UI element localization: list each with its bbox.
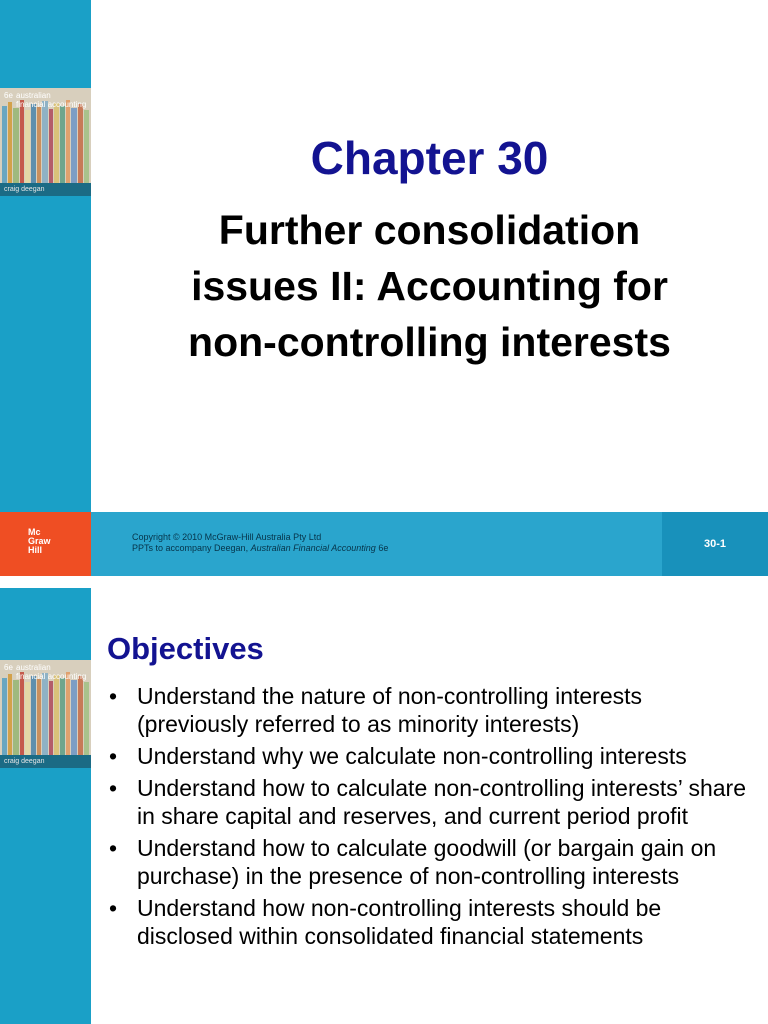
bullet-dot: • [109, 743, 118, 769]
book-line2: financial accounting [16, 100, 87, 109]
book-edition: 6e [4, 91, 13, 100]
bullet-dot: • [109, 895, 118, 921]
objectives-list [107, 682, 757, 954]
copyright-notice [132, 532, 388, 554]
logo-line: Mc [28, 527, 41, 537]
left-accent-bar [0, 588, 91, 1024]
book-title-italic: Australian Financial Accounting [250, 543, 376, 553]
logo-line: Hill [28, 545, 43, 555]
list-item [107, 774, 757, 830]
book-cover-thumbnail [0, 88, 91, 196]
bullet-dot: • [109, 835, 118, 861]
copyright-line2 [132, 543, 388, 554]
slide-number: 30-1 [662, 512, 768, 576]
chapter-title: Chapter 30 [310, 132, 549, 184]
objective-text: Understand how to calculate non-controlling interests’ share in share capital and reserves, and current period profit [137, 775, 746, 829]
subtitle-line: issues II: Accounting for [191, 263, 668, 309]
copyright-line1: Copyright © 2010 McGraw-Hill Australia Pty Ltd [132, 532, 322, 542]
bullet-dot: • [109, 775, 118, 801]
book-cover-thumbnail [0, 660, 91, 768]
logo-line: Graw [28, 536, 51, 546]
list-item [107, 742, 757, 770]
bullet-dot: • [109, 683, 118, 709]
book-line2: financial accounting [16, 672, 87, 681]
copyright-suffix: 6e [375, 543, 389, 553]
publisher-logo-mark [28, 528, 58, 560]
left-accent-bar [0, 0, 91, 512]
book-author: craig deegan [0, 755, 91, 768]
book-author: craig deegan [0, 183, 91, 196]
subtitle-line: Further consolidation [218, 207, 641, 253]
objective-text: Understand how non-controlling interests should be disclosed within consolidated financial statements [137, 895, 662, 949]
book-line1: australian [16, 91, 51, 100]
list-item [107, 834, 757, 890]
objectives-slide [0, 588, 768, 1024]
book-cover-title [4, 91, 86, 109]
subtitle-line: non-controlling interests [188, 319, 671, 365]
book-edition: 6e [4, 663, 13, 672]
book-cover-title [4, 663, 86, 681]
list-item [107, 682, 757, 738]
list-item [107, 894, 757, 950]
chapter-subtitle [91, 202, 768, 370]
publisher-logo [0, 512, 91, 576]
objective-text: Understand how to calculate goodwill (or bargain gain on purchase) in the presence of non-controlling interests [137, 835, 717, 889]
objectives-heading: Objectives [107, 631, 264, 666]
slide-separator [0, 576, 768, 588]
book-line1: australian [16, 663, 51, 672]
slide-footer [0, 512, 768, 576]
copyright-prefix: PPTs to accompany Deegan, [132, 543, 251, 553]
objective-text: Understand the nature of non-controlling interests (previously referred to as minority interests) [137, 683, 643, 737]
objective-text: Understand why we calculate non-controlling interests [137, 743, 687, 769]
